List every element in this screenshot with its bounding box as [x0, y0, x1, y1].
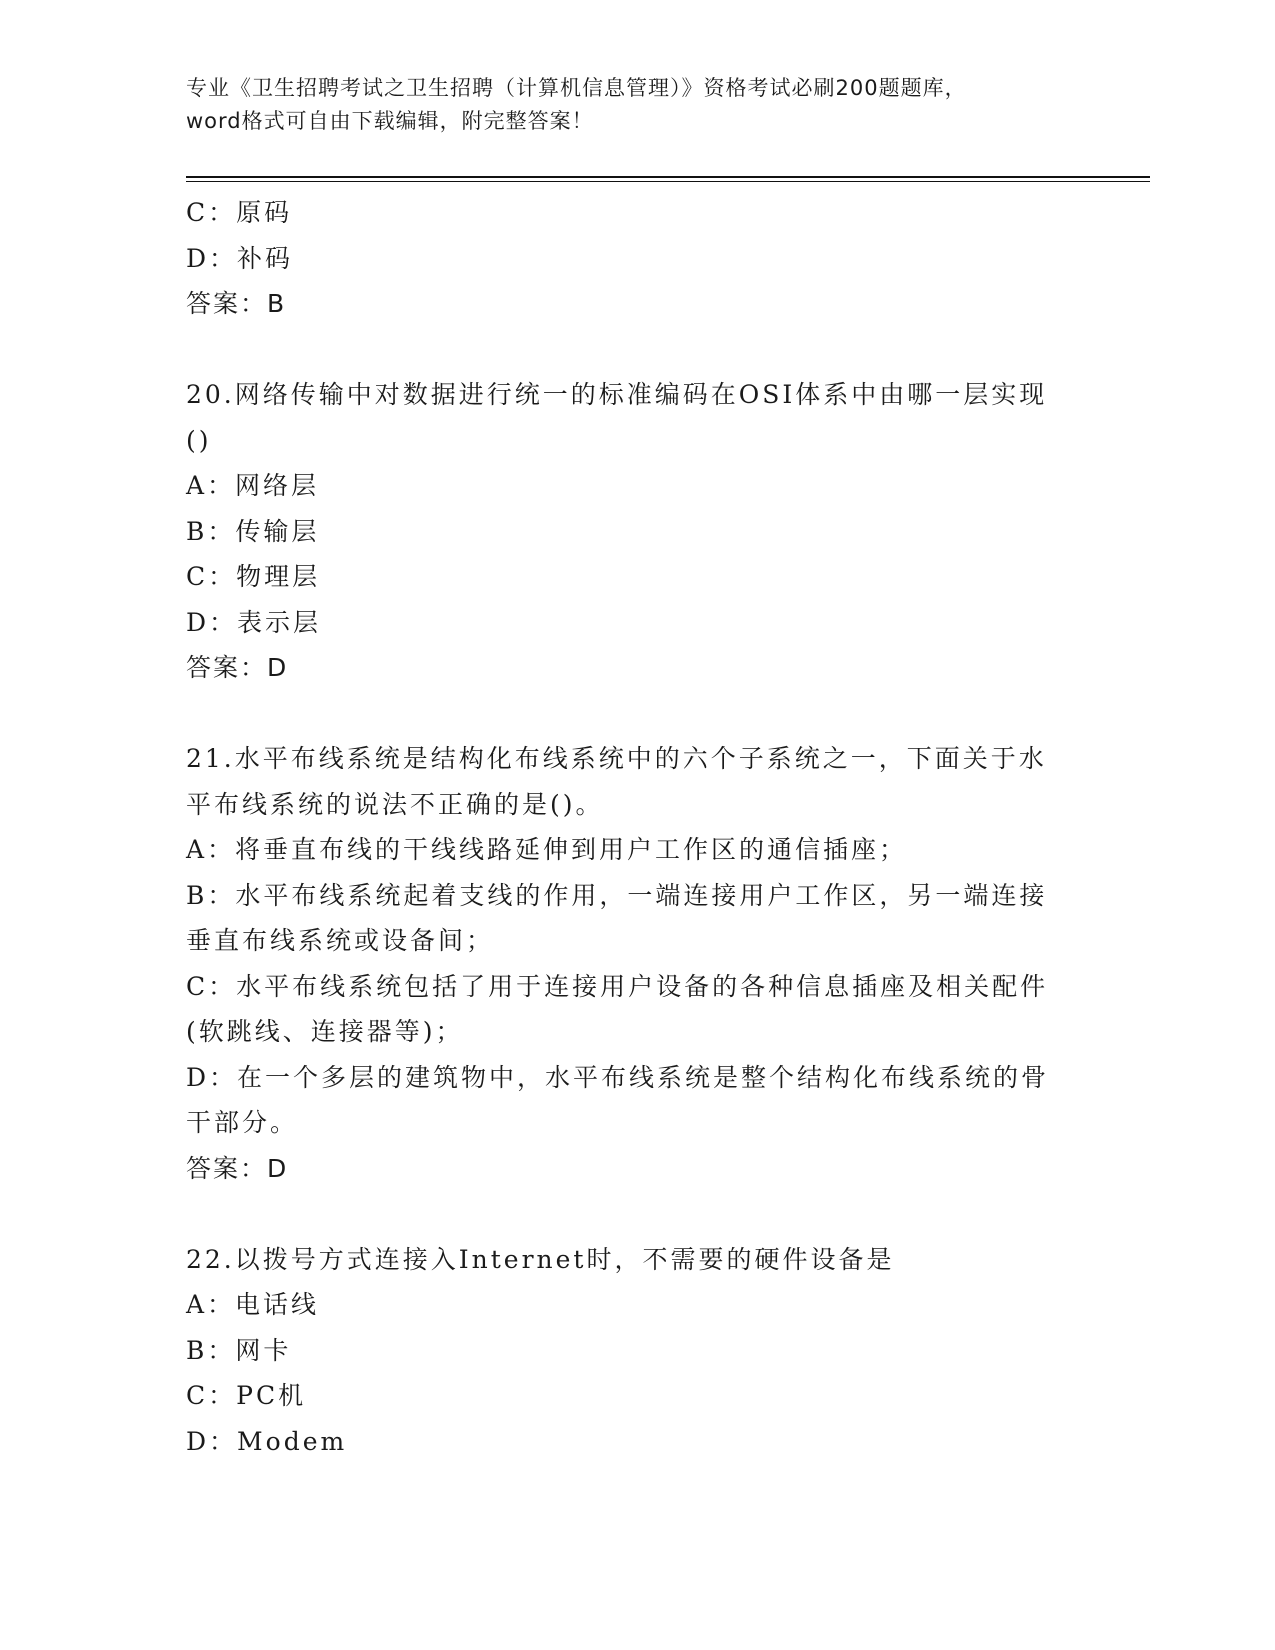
option-c-cont: (软跳线、连接器等)；: [186, 1017, 464, 1046]
option-c: C：原码: [186, 198, 293, 227]
option-a: A：电话线: [186, 1290, 320, 1319]
question-list: [186, 190, 1086, 1464]
option-d: D：表示层: [186, 607, 322, 637]
question-stem: 22.以拨号方式连接入Internet时，不需要的硬件设备是: [186, 1244, 895, 1274]
option-d: D：Modem: [186, 1426, 348, 1456]
header-rule-thick: [186, 176, 1150, 178]
header-line-2: word格式可自由下载编辑，附完整答案！: [186, 109, 594, 133]
spacer: [186, 1191, 1086, 1237]
question-22: [186, 1237, 1086, 1465]
option-a: A：网络层: [186, 471, 320, 500]
option-c: C：PC机: [186, 1381, 307, 1410]
question-stem-cont: 平布线系统的说法不正确的是()。: [186, 789, 604, 819]
answer-line: 答案：B: [186, 289, 287, 318]
document-header: [186, 72, 1066, 138]
header-line-1: 专业《卫生招聘考试之卫生招聘（计算机信息管理）》资格考试必刷200题题库，: [186, 76, 967, 100]
question-stem: 21.水平布线系统是结构化布线系统中的六个子系统之一，下面关于水: [186, 744, 1047, 773]
option-a: A：将垂直布线的干线线路延伸到用户工作区的通信插座；: [186, 835, 908, 864]
header-rule-thin: [186, 181, 1150, 182]
option-c: C：水平布线系统包括了用于连接用户设备的各种信息插座及相关配件: [186, 971, 1049, 1001]
question-stem-cont: (): [186, 425, 212, 455]
option-d: D：在一个多层的建筑物中，水平布线系统是整个结构化布线系统的骨: [186, 1062, 1050, 1092]
question-21: [186, 736, 1086, 1191]
question-stem: 20.网络传输中对数据进行统一的标准编码在OSI体系中由哪一层实现: [186, 380, 1048, 409]
option-b: B：传输层: [186, 516, 320, 546]
option-c: C：物理层: [186, 562, 321, 591]
option-b: B：水平布线系统起着支线的作用，一端连接用户工作区，另一端连接: [186, 880, 1048, 910]
answer-line: 答案：D: [186, 653, 289, 682]
option-b: B：网卡: [186, 1335, 292, 1365]
spacer: [186, 691, 1086, 737]
option-d: D：补码: [186, 243, 294, 273]
option-b-cont: 垂直布线系统或设备间；: [186, 926, 495, 955]
question-20: [186, 372, 1086, 691]
option-d-cont: 干部分。: [186, 1108, 299, 1137]
question-19-tail: [186, 190, 1086, 327]
answer-line: 答案：D: [186, 1153, 289, 1183]
spacer: [186, 327, 1086, 373]
